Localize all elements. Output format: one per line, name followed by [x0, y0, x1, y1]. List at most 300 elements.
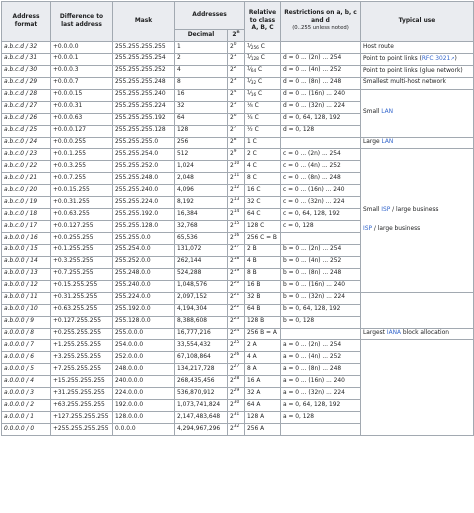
address-format-cell: a.0.0.0 / 1	[2, 412, 51, 424]
relative-value: 256 C = B	[247, 234, 277, 241]
table-row	[2, 340, 474, 352]
mask-cell: 192.0.0.0	[113, 400, 175, 412]
power-exponent: 14	[233, 208, 240, 214]
address-format-cell: a.b.c.d / 28	[2, 89, 51, 101]
power-cell	[228, 280, 245, 292]
header-power[interactable]	[228, 30, 245, 42]
address-format-cell: a.b.0.0 / 15	[2, 244, 51, 256]
mask-cell: 240.0.0.0	[113, 376, 175, 388]
address-format-cell: a.b.c.d / 30	[2, 65, 51, 77]
address-format-cell: a.b.0.0 / 11	[2, 292, 51, 304]
power-exponent: 28	[233, 375, 240, 381]
restrictions-cell: b = 0 ... (4n) ... 252	[281, 256, 361, 268]
power-cell	[228, 388, 245, 400]
restrictions-cell: a = 0 ... (8n) ... 248	[281, 364, 361, 376]
table-row	[2, 149, 474, 161]
difference-cell: +0.0.127.255	[51, 221, 113, 233]
decimal-cell: 4,294,967,296	[175, 424, 228, 436]
table-row	[2, 65, 474, 77]
table-body	[2, 42, 474, 436]
fraction-numerator: 1	[247, 66, 250, 72]
mask-cell: 255.255.254.0	[113, 149, 175, 161]
table-row	[2, 42, 474, 54]
address-format-cell: a.b.0.0 / 10	[2, 304, 51, 316]
power-exponent: 15	[233, 220, 240, 226]
mask-cell: 255.255.248.0	[113, 173, 175, 185]
relative-class-cell	[245, 185, 281, 197]
power-base: 2	[230, 330, 234, 337]
header-address-format[interactable]: Address format	[2, 2, 51, 42]
power-exponent: 12	[233, 184, 240, 190]
address-format-cell: a.b.c.0 / 20	[2, 185, 51, 197]
restrictions-cell: c = 0 ... (8n) ... 248	[281, 173, 361, 185]
power-base: 2	[230, 401, 234, 408]
relative-value: 16 C	[247, 186, 261, 193]
power-cell	[228, 137, 245, 149]
address-format-cell: a.0.0.0 / 5	[2, 364, 51, 376]
use-text: Smallest multi-host network	[363, 79, 446, 86]
power-cell	[228, 244, 245, 256]
address-format-cell: a.b.0.0 / 14	[2, 256, 51, 268]
decimal-cell: 131,072	[175, 244, 228, 256]
relative-value: 4 C	[247, 162, 257, 169]
relative-class-cell	[245, 328, 281, 340]
typical-use-cell	[361, 149, 474, 292]
relative-class-cell	[245, 221, 281, 233]
decimal-cell: 2,147,483,648	[175, 412, 228, 424]
decimal-cell: 1,048,576	[175, 280, 228, 292]
restrictions-cell: c = 0, 64, 128, 192	[281, 209, 361, 221]
power-base: 2	[230, 79, 234, 86]
difference-cell: +0.0.0.3	[51, 65, 113, 77]
restrictions-title: Restrictions on a, b, c and d	[284, 10, 357, 24]
power-cell	[228, 316, 245, 328]
power-exponent: 21	[233, 292, 240, 298]
relative-fraction: $^1⁄_{16}$	[247, 90, 257, 99]
use-link[interactable]: LAN	[381, 139, 394, 146]
address-format-cell: a.b.c.d / 29	[2, 77, 51, 89]
relative-value: 8 C	[247, 174, 257, 181]
relative-class: C	[256, 79, 263, 86]
decimal-cell: 16	[175, 89, 228, 101]
power-cell	[228, 101, 245, 113]
power-cell	[228, 42, 245, 54]
decimal-cell: 1	[175, 42, 228, 54]
power-cell	[228, 364, 245, 376]
restrictions-cell: d = 0, 128	[281, 125, 361, 137]
relative-class-cell	[245, 89, 281, 101]
header-typical-use[interactable]: Typical use	[361, 2, 474, 42]
table-row	[2, 77, 474, 89]
relative-class-cell	[245, 137, 281, 149]
relative-class-cell	[245, 292, 281, 304]
power-base: 2	[230, 246, 234, 253]
relative-class-cell	[245, 412, 281, 424]
restrictions-cell	[281, 137, 361, 149]
decimal-cell: 65,536	[175, 233, 228, 245]
power-base: 2	[230, 174, 234, 181]
use-text: Small	[363, 109, 382, 116]
table-row	[2, 53, 474, 65]
power-exponent: 0	[233, 41, 237, 47]
relative-value: 8 A	[247, 365, 257, 372]
restrictions-cell	[281, 424, 361, 436]
typical-use-cell	[361, 89, 474, 137]
difference-cell: +0.31.255.255	[51, 292, 113, 304]
restrictions-cell: d = 0 ... (16n) ... 240	[281, 89, 361, 101]
fraction-numerator: 1	[247, 54, 250, 60]
mask-cell: 255.254.0.0	[113, 244, 175, 256]
decimal-cell: 8,388,608	[175, 316, 228, 328]
mask-cell: 255.255.255.240	[113, 89, 175, 101]
decimal-cell: 2	[175, 53, 228, 65]
use-link[interactable]: IANA	[386, 330, 402, 337]
restrictions-cell: a = 0 ... (4n) ... 252	[281, 352, 361, 364]
power-cell	[228, 376, 245, 388]
relative-value: 2 B	[247, 246, 257, 253]
difference-cell: +0.0.0.127	[51, 125, 113, 137]
address-format-cell: a.b.c.0 / 24	[2, 137, 51, 149]
relative-value: 16 A	[247, 377, 261, 384]
power-cell	[228, 412, 245, 424]
power-exponent: 13	[233, 196, 240, 202]
relative-value: 64 C	[247, 210, 261, 217]
restrictions-cell: c = 0, 128	[281, 221, 361, 233]
mask-cell: 255.128.0.0	[113, 316, 175, 328]
relative-class-cell	[245, 53, 281, 65]
power-cell	[228, 113, 245, 125]
difference-cell: +0.0.0.7	[51, 77, 113, 89]
power-exponent: 29	[233, 387, 240, 393]
use-text: Small	[363, 207, 382, 214]
difference-cell: +0.63.255.255	[51, 304, 113, 316]
difference-cell: +7.255.255.255	[51, 364, 113, 376]
fraction-denominator: 32	[250, 81, 257, 87]
relative-class-cell	[245, 244, 281, 256]
typical-use-line	[363, 207, 471, 215]
power-base: 2	[230, 67, 234, 74]
power-base: 2	[230, 306, 234, 313]
typical-use-cell	[361, 137, 474, 149]
header-relative[interactable]: Relative to class A, B, C	[245, 2, 281, 42]
restrictions-cell: d = 0, 64, 128, 192	[281, 113, 361, 125]
power-cell	[228, 185, 245, 197]
power-exponent: 19	[233, 268, 240, 274]
table-row	[2, 328, 474, 340]
restrictions-cell: b = 0 ... (16n) ... 240	[281, 280, 361, 292]
mask-cell: 255.0.0.0	[113, 328, 175, 340]
relative-fraction: $^1⁄_{64}$	[247, 66, 257, 75]
relative-class-cell	[245, 161, 281, 173]
restrictions-cell: a = 0 ... (2n) ... 254	[281, 340, 361, 352]
decimal-cell: 8,192	[175, 197, 228, 209]
decimal-cell: 2,048	[175, 173, 228, 185]
difference-cell: +0.127.255.255	[51, 316, 113, 328]
relative-class-cell	[245, 364, 281, 376]
difference-cell: +0.0.31.255	[51, 197, 113, 209]
relative-class-cell	[245, 388, 281, 400]
power-base: 2	[230, 91, 234, 98]
decimal-cell: 16,777,216	[175, 328, 228, 340]
relative-fraction: $^1⁄_{32}$	[247, 78, 257, 87]
decimal-cell: 8	[175, 77, 228, 89]
typical-use-cell	[361, 340, 474, 436]
address-format-cell: a.b.c.0 / 18	[2, 209, 51, 221]
decimal-cell: 1,073,741,824	[175, 400, 228, 412]
relative-class-cell	[245, 316, 281, 328]
typical-use-cell	[361, 77, 474, 89]
power-base: 2	[230, 258, 234, 265]
power-exponent: 5	[233, 101, 237, 107]
decimal-cell: 536,870,912	[175, 388, 228, 400]
relative-class-cell	[245, 197, 281, 209]
power-base: 2	[230, 270, 234, 277]
difference-cell: +255.255.255.255	[51, 424, 113, 436]
address-format-cell: a.0.0.0 / 7	[2, 340, 51, 352]
relative-class-cell	[245, 125, 281, 137]
restrictions-cell: b = 0, 64, 128, 192	[281, 304, 361, 316]
restrictions-cell: d = 0 ... (4n) ... 252	[281, 65, 361, 77]
use-text: Point to point links (	[363, 55, 422, 62]
address-format-cell: a.b.c.0 / 21	[2, 173, 51, 185]
mask-cell: 255.252.0.0	[113, 256, 175, 268]
power-base: 2	[230, 139, 234, 146]
power-exponent: 32	[233, 423, 240, 429]
difference-cell: +0.0.63.255	[51, 209, 113, 221]
address-format-cell: a.b.0.0 / 9	[2, 316, 51, 328]
power-exponent: 24	[233, 328, 240, 334]
decimal-cell: 128	[175, 125, 228, 137]
power-exponent: 22	[233, 304, 240, 310]
relative-fraction: $^1⁄_{256}$	[247, 42, 259, 51]
address-format-cell: a.b.c.d / 31	[2, 53, 51, 65]
power-base: 2	[230, 103, 234, 110]
mask-cell: 255.255.255.248	[113, 77, 175, 89]
power-base: 2	[230, 389, 234, 396]
address-format-cell: a.b.c.0 / 22	[2, 161, 51, 173]
mask-cell: 255.224.0.0	[113, 292, 175, 304]
difference-cell: +15.255.255.255	[51, 376, 113, 388]
power-base: 2	[230, 282, 234, 289]
difference-cell: +0.0.7.255	[51, 173, 113, 185]
mask-cell: 255.255.255.252	[113, 65, 175, 77]
decimal-cell: 32,768	[175, 221, 228, 233]
power-exponent: 23	[233, 316, 240, 322]
relative-class-cell	[245, 65, 281, 77]
relative-class-cell	[245, 149, 281, 161]
difference-cell: +3.255.255.255	[51, 352, 113, 364]
decimal-cell: 16,384	[175, 209, 228, 221]
power-cell	[228, 173, 245, 185]
power-exponent: 11	[233, 172, 240, 178]
address-format-cell: a.b.c.0 / 19	[2, 197, 51, 209]
address-format-cell: a.0.0.0 / 8	[2, 328, 51, 340]
decimal-cell: 512	[175, 149, 228, 161]
power-exponent: 2	[233, 65, 237, 71]
restrictions-cell: d = 0 ... (2n) ... 254	[281, 53, 361, 65]
power-exponent: 6	[233, 113, 237, 119]
fraction-denominator: 256	[250, 45, 259, 51]
relative-value: 128 C	[247, 222, 265, 229]
mask-cell: 255.255.192.0	[113, 209, 175, 221]
decimal-cell: 2,097,152	[175, 292, 228, 304]
relative-value: 4 B	[247, 258, 257, 265]
power-exp: n	[236, 29, 240, 35]
power-base: 2	[230, 43, 234, 50]
restrictions-cell: a = 0 ... (32n) ... 224	[281, 388, 361, 400]
difference-cell: +1.255.255.255	[51, 340, 113, 352]
power-base: 2	[230, 341, 234, 348]
use-link[interactable]: ISP	[363, 226, 373, 233]
restrictions-cell: c = 0 ... (2n) ... 254	[281, 149, 361, 161]
use-link[interactable]: LAN	[381, 109, 394, 116]
relative-class-cell	[245, 268, 281, 280]
relative-class-cell	[245, 376, 281, 388]
relative-value: ¼ C	[247, 115, 259, 122]
power-cell	[228, 352, 245, 364]
difference-cell: +0.0.1.255	[51, 149, 113, 161]
power-cell	[228, 77, 245, 89]
power-cell	[228, 65, 245, 77]
address-format-cell: a.0.0.0 / 6	[2, 352, 51, 364]
mask-cell: 255.255.128.0	[113, 221, 175, 233]
address-format-cell: a.b.c.d / 32	[2, 42, 51, 54]
power-cell	[228, 400, 245, 412]
decimal-cell: 4,096	[175, 185, 228, 197]
power-exponent: 20	[233, 280, 240, 286]
power-cell	[228, 197, 245, 209]
relative-value: 256 B = A	[247, 330, 277, 337]
use-link[interactable]: ISP	[381, 207, 391, 214]
relative-class-cell	[245, 113, 281, 125]
address-format-cell: a.0.0.0 / 4	[2, 376, 51, 388]
header-restrictions[interactable]	[281, 2, 361, 42]
mask-cell: 255.255.0.0	[113, 233, 175, 245]
restrictions-cell: a = 0 ... (16n) ... 240	[281, 376, 361, 388]
header-decimal[interactable]: Decimal	[175, 30, 228, 42]
power-base: 2	[230, 198, 234, 205]
decimal-cell: 524,288	[175, 268, 228, 280]
address-format-cell: 0.0.0.0 / 0	[2, 424, 51, 436]
relative-class-cell	[245, 101, 281, 113]
power-base: 2	[230, 353, 234, 360]
power-cell	[228, 209, 245, 221]
power-base: 2	[230, 294, 234, 301]
table-row	[2, 137, 474, 149]
power-cell	[228, 149, 245, 161]
relative-class-cell	[245, 256, 281, 268]
header-mask[interactable]: Mask	[113, 2, 175, 42]
restrictions-cell: b = 0 ... (32n) ... 224	[281, 292, 361, 304]
mask-cell: 255.240.0.0	[113, 280, 175, 292]
power-exponent: 10	[233, 160, 240, 166]
power-cell	[228, 89, 245, 101]
power-base: 2	[230, 318, 234, 325]
relative-value: 32 A	[247, 389, 261, 396]
header-difference[interactable]: Difference to last address	[51, 2, 113, 42]
fraction-numerator: 1	[247, 42, 250, 48]
use-text: Host route	[363, 43, 394, 50]
address-format-cell: a.b.c.0 / 23	[2, 149, 51, 161]
decimal-cell: 134,217,728	[175, 364, 228, 376]
table-row	[2, 89, 474, 101]
relative-value: 8 B	[247, 270, 257, 277]
relative-class: C	[256, 91, 263, 98]
power-exponent: 17	[233, 244, 240, 250]
relative-value: 16 B	[247, 282, 261, 289]
relative-value: 32 C	[247, 198, 261, 205]
decimal-cell: 64	[175, 113, 228, 125]
typical-use-cell	[361, 65, 474, 77]
restrictions-cell: b = 0 ... (8n) ... 248	[281, 268, 361, 280]
relative-class-cell	[245, 280, 281, 292]
power-cell	[228, 340, 245, 352]
relative-class: C	[258, 43, 265, 50]
difference-cell: +0.0.0.1	[51, 53, 113, 65]
mask-cell: 252.0.0.0	[113, 352, 175, 364]
relative-value: 64 A	[247, 401, 261, 408]
power-exponent: 16	[233, 232, 240, 238]
power-base: 2	[230, 210, 234, 217]
mask-cell: 255.248.0.0	[113, 268, 175, 280]
difference-cell: +31.255.255.255	[51, 388, 113, 400]
difference-cell: +0.1.255.255	[51, 244, 113, 256]
power-exponent: 8	[233, 137, 237, 143]
use-link[interactable]: RFC 3021	[421, 55, 451, 62]
decimal-cell: 32	[175, 101, 228, 113]
relative-class-cell	[245, 233, 281, 245]
use-text-after: / large business	[390, 207, 439, 214]
relative-class-cell	[245, 173, 281, 185]
relative-class: C	[258, 55, 265, 62]
address-format-cell: a.b.c.d / 26	[2, 113, 51, 125]
external-link-icon: ↗	[450, 55, 455, 62]
address-format-cell: a.b.c.0 / 17	[2, 221, 51, 233]
mask-cell: 255.255.224.0	[113, 197, 175, 209]
restrictions-cell	[281, 233, 361, 245]
power-exponent: 26	[233, 351, 240, 357]
mask-cell: 128.0.0.0	[113, 412, 175, 424]
power-base: 2	[230, 234, 234, 241]
difference-cell: +0.0.0.255	[51, 137, 113, 149]
difference-cell: +0.0.0.0	[51, 42, 113, 54]
restrictions-cell: a = 0, 64, 128, 192	[281, 400, 361, 412]
restrictions-cell: c = 0 ... (4n) ... 252	[281, 161, 361, 173]
relative-class-cell	[245, 77, 281, 89]
power-exponent: 31	[233, 411, 240, 417]
mask-cell: 0.0.0.0	[113, 424, 175, 436]
difference-cell: +0.0.0.15	[51, 89, 113, 101]
mask-cell: 254.0.0.0	[113, 340, 175, 352]
subnet-table	[1, 1, 474, 436]
relative-value: 128 A	[247, 413, 265, 420]
mask-cell: 224.0.0.0	[113, 388, 175, 400]
difference-cell: +0.7.255.255	[51, 268, 113, 280]
difference-cell: +0.0.3.255	[51, 161, 113, 173]
decimal-cell: 1,024	[175, 161, 228, 173]
power-exponent: 3	[233, 77, 237, 83]
power-base: 2	[230, 186, 234, 193]
difference-cell: +0.0.15.255	[51, 185, 113, 197]
difference-cell: +0.3.255.255	[51, 256, 113, 268]
mask-cell: 255.255.255.255	[113, 42, 175, 54]
decimal-cell: 67,108,864	[175, 352, 228, 364]
power-exponent: 4	[233, 89, 237, 95]
relative-value: ½ C	[247, 127, 259, 134]
power-cell	[228, 221, 245, 233]
power-cell	[228, 268, 245, 280]
restrictions-cell: b = 0, 128	[281, 316, 361, 328]
